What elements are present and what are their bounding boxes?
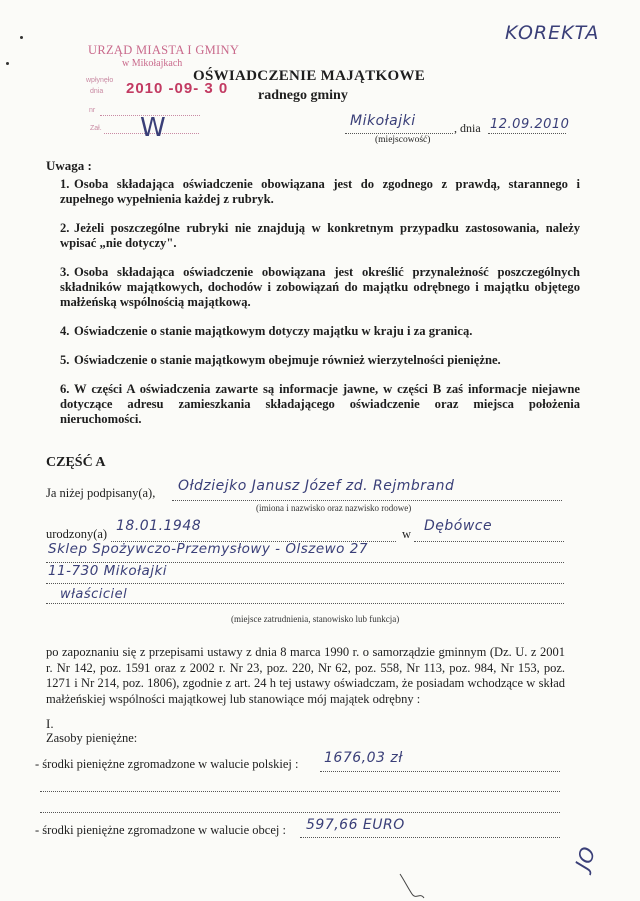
- section-i-heading: Zasoby pieniężne:: [46, 731, 138, 745]
- margin-mark: [6, 62, 9, 65]
- born-label: urodzony(a): [46, 527, 108, 541]
- pln-field-line: [320, 771, 560, 772]
- uwaga-item-5: 5. Oświadczenie o stanie majątkowym obejmuje również wierzytelności pieniężne.: [60, 353, 501, 367]
- uwaga-heading: Uwaga :: [46, 158, 92, 173]
- document-subtitle: radnego gminy: [258, 88, 348, 103]
- pln-label: - środki pieniężne zgromadzone w walucie polskiej :: [35, 757, 299, 771]
- document-title: OŚWIADCZENIE MAJĄTKOWE: [193, 68, 426, 84]
- foreign-label: - środki pieniężne zgromadzone w walucie obcej :: [35, 823, 286, 837]
- czesc-a-heading: CZĘŚĆ A: [46, 455, 106, 470]
- stamp-zal-label: Zał.: [90, 125, 102, 132]
- blank-line-1: [40, 791, 560, 792]
- stamp-received-label: wpłynęło: [86, 77, 114, 84]
- work-line-2: [46, 583, 564, 584]
- bottom-scribble: [390, 872, 430, 901]
- date-field-line: [488, 133, 566, 134]
- pln-value[interactable]: 1676,03 zł: [324, 750, 403, 766]
- stamp-handwritten-mark: W: [140, 113, 167, 143]
- office-stamp-line2: w Mikołajkach: [122, 58, 183, 69]
- initials-signature: JO: [570, 843, 601, 873]
- uwaga-item-1: 1. Osoba składająca oświadczenie obowiązana jest do zgodnego z prawdą, starannego i zupełnego wypełnienia każdej z rubryk.: [60, 177, 580, 206]
- work-line-3: [46, 603, 564, 604]
- stamp-date-label: dnia: [90, 88, 104, 95]
- work-value-1[interactable]: Sklep Spożywczo-Przemysłowy - Olszewo 27: [48, 541, 368, 557]
- foreign-value[interactable]: 597,66 EURO: [306, 817, 405, 833]
- office-stamp-line1: URZĄD MIASTA I GMINY: [88, 43, 240, 57]
- born-date-value[interactable]: 18.01.1948: [116, 518, 202, 534]
- signer-value[interactable]: Ołdziejko Janusz Józef zd. Rejmbrand: [178, 478, 455, 494]
- uwaga-item-4: 4. Oświadczenie o stanie majątkowym dotyczy majątku w kraju i za granicą.: [60, 324, 473, 338]
- signer-label: Ja niżej podpisany(a),: [46, 486, 156, 500]
- place-caption: (miejscowość): [375, 135, 431, 145]
- place-field-line: [345, 133, 453, 134]
- uwaga-item-3: 3. Osoba składająca oświadczenie obowiązana jest określić przynależność poszczególnych składników majątkowych, dochodów i zobowiązań do majątku odrębnego i majątku objętego małżeńską wspólnością majątkową.: [60, 265, 580, 309]
- stamp-nr-label: nr: [89, 107, 96, 114]
- blank-line-2: [40, 812, 560, 813]
- stamp-date: 2010 -09- 3 0: [126, 80, 229, 97]
- work-value-2[interactable]: 11-730 Mikołajki: [48, 563, 168, 579]
- born-place-label: w: [402, 527, 412, 541]
- work-caption: (miejsce zatrudnienia, stanowisko lub funkcja): [231, 614, 400, 624]
- signer-caption: (imiona i nazwisko oraz nazwisko rodowe): [256, 503, 412, 513]
- czesc-a-paragraph: po zapoznaniu się z przepisami ustawy z dnia 8 marca 1990 r. o samorządzie gminnym (Dz. U. z 2001 r. Nr 142, poz. 1591 oraz z 2002 r. Nr 23, poz. 220, Nr 62, poz. 558, Nr 113, poz. 984, Nr 153, poz. 1271 i Nr 214, poz. 1806), zgodnie z art. 24 h tej ustawy oświadczam, że posiadam wchodzące w skład małżeńskiej wspólności majątkowej lub stanowiące mój majątek odrębny :: [46, 645, 565, 706]
- signer-field-line: [172, 500, 562, 501]
- born-place-value[interactable]: Dębówce: [424, 518, 493, 534]
- dnia-label: , dnia: [454, 121, 481, 135]
- date-value[interactable]: 12.09.2010: [490, 117, 570, 132]
- work-value-3[interactable]: właściciel: [60, 587, 128, 602]
- uwaga-item-6: 6. W części A oświadczenia zawarte są informacje jawne, w części B zaś informacje niejawne dotyczące adresu zamieszkania składającego oświadczenie oraz miejsca położenia nieruchomości.: [60, 382, 580, 426]
- section-i-roman: I.: [46, 716, 54, 731]
- margin-mark: [20, 36, 23, 39]
- place-value[interactable]: Mikołajki: [350, 113, 416, 129]
- uwaga-item-2: 2. Jeżeli poszczególne rubryki nie znajdują w konkretnym przypadku zastosowania, należy wpisać „nie dotyczy".: [60, 221, 580, 250]
- korekta-annotation: KOREKTA: [505, 22, 600, 44]
- foreign-field-line: [300, 837, 560, 838]
- born-place-line: [414, 541, 564, 542]
